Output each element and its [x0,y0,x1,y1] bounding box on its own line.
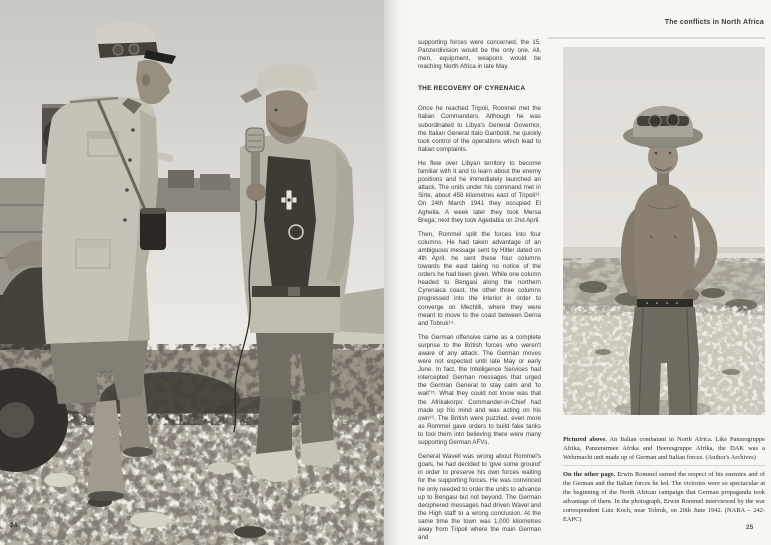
caption-divider-rule [563,465,765,466]
italian-soldier-illustration [563,47,765,415]
article-paragraph: Once he reached Tripoli, Rommel met the Italian Commanders. Although he was subordinated to Libya's General Governor, the Italian General Italo Gariboldi, he quickly took control of the operations which lead to Italian complaints. [418,105,541,153]
caption-pictured-above [563,436,765,463]
chapter-header: The conflicts in North Africa [664,19,764,26]
article-paragraph: The German offensive came as a complete surprise to the British forces who weren't aware of any attack. The German moves were not expected until late May or early June. In fact, the Intelligence Services had intercepted German messages that urged the German General to stay calm and 'to wait'¹⁵. What they could not know was that the Afrikakorps' Commander-in-Chief had made up his mind and was acting on his own¹⁶. The British were puzzled, even more as Rommel gave orders to build fake tanks to fool them into believing there were many supporting German AFVs. [418,333,541,447]
page-number-left: 24 [10,522,18,529]
page-number-right: 25 [746,524,754,531]
left-page-photo-rommel-interview [0,0,384,545]
caption-other-page [563,471,765,524]
article-paragraph: He flew over Libyan territory to become familiar with it and to learn about the enemy positions and he immediately launched an attack. The units under his command met in Sirte, about 450 kilometres east of Tripoli¹³. On 24th March 1941 they occupied El Aghelia. A week later they took Mersa Brega; next they took Agedabia on 2nd April. [418,159,541,224]
caption-text: Erwin Rommel earned the respect of his enemies and of the German and the Italian forces he led. The victories were so spectacular at the beginning of the North African campaign that German propaganda took advantage of them. In the photograph, Erwin Rommel interviewed by the war correspondent Lutz Koch, near Tobruk, on 20th June 1942. (NARA – 242-EAPC) [563,471,765,523]
rommel-interview-illustration [0,0,384,545]
article-text-column [418,39,541,545]
book-gutter-shadow [384,0,410,545]
right-page-photo-italian-soldier [563,47,765,415]
article-paragraph: Then, Rommel split the forces into four columns. He had taken advantage of an ambiguous message sent by Hitler dated on 4th April, he sent these four columns towards the east taking no notice of the orders he had been given. While one column headed to Bengasi along the northern Cyrenaica coast, the other three columns progressed into the interior in order to converge on Mechilli, where they were meant to move to the coast between Derna and Tobruk¹⁴. [418,230,541,327]
header-rule [548,37,765,39]
caption-lead: Pictured above. [563,436,607,443]
article-paragraph: General Wavell was wrong about Rommel's goals, he had decided to 'give some ground' in order to preserve his own forces waiting for the supporting forces. He was convinced he only needed to order the units to advance up to Bengasi but not beyond. The German deciphered messages had driven Wavel and the High staff to a wrong conclusion. At the same time the town was 1,000 kilometres away from Tripoli where the main German and [418,453,541,542]
caption-text: An Italian combatant in North Africa. Like Panzergruppe Afrika, Panzerarmee Afrika and Heeresgruppe Afrika, the DAK was a Wehrmacht unit made up of German and Italian forces. (Author's Archives) [563,436,766,461]
caption-lead: On the other page. [563,471,616,478]
article-paragraph: supporting forces were concerned, the 15. Panzerdivision would be the only one. All, men, equipment, weapons would be reaching North Africa in late May. [418,39,541,71]
section-heading: THE RECOVERY OF CYRENAICA [418,85,526,93]
